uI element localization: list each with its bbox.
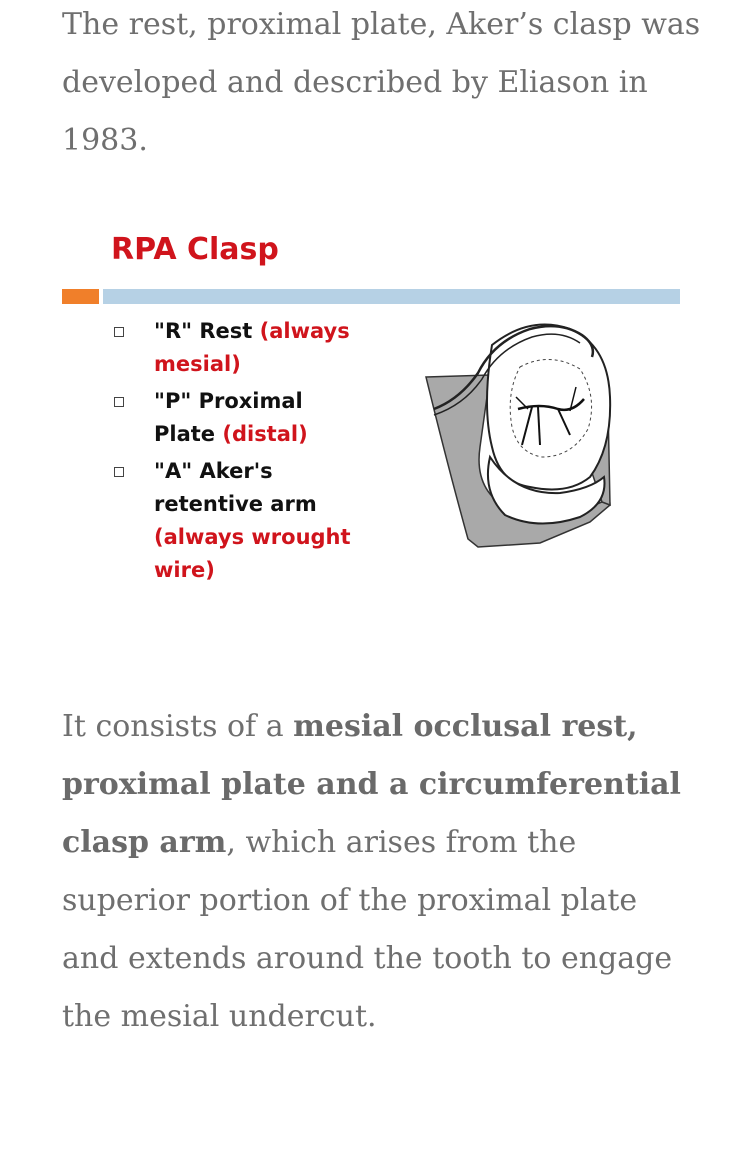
bullet-list xyxy=(110,315,355,591)
description-bold-components: mesial occlusal rest, proximal plate and a circumferential clasp arm xyxy=(62,709,681,860)
square-bullet-icon xyxy=(114,327,124,337)
bullet-item-proximal-plate xyxy=(110,385,355,451)
description-paragraph xyxy=(62,698,702,1046)
bullet-label: "R" Rest xyxy=(154,319,253,343)
bullet-note: (always mesial) xyxy=(154,319,350,376)
tooth-clasp-illustration xyxy=(420,317,620,553)
bullet-item-akers-arm xyxy=(110,455,355,587)
description-text-before: It consists of a xyxy=(62,709,294,744)
title-bar xyxy=(103,289,680,304)
bullet-label: "A" Aker's retentive arm xyxy=(154,459,317,516)
intro-paragraph: The rest, proximal plate, Aker’s clasp was developed and described by Eliason in 1983. xyxy=(62,7,701,158)
bullet-note: (distal) xyxy=(222,422,308,446)
rpa-clasp-slide xyxy=(60,225,685,595)
bullet-label: "P" Proximal Plate xyxy=(154,389,303,446)
description-text-after: , which arises from the superior portion of the proximal plate and extends around the tooth to engage the mesial undercut. xyxy=(62,825,673,1034)
bullet-item-rest xyxy=(110,315,355,381)
square-bullet-icon xyxy=(114,467,124,477)
square-bullet-icon xyxy=(114,397,124,407)
title-bar-accent xyxy=(62,289,99,304)
bullet-note: (always wrought wire) xyxy=(154,525,351,582)
slide-title: RPA Clasp xyxy=(111,232,279,267)
